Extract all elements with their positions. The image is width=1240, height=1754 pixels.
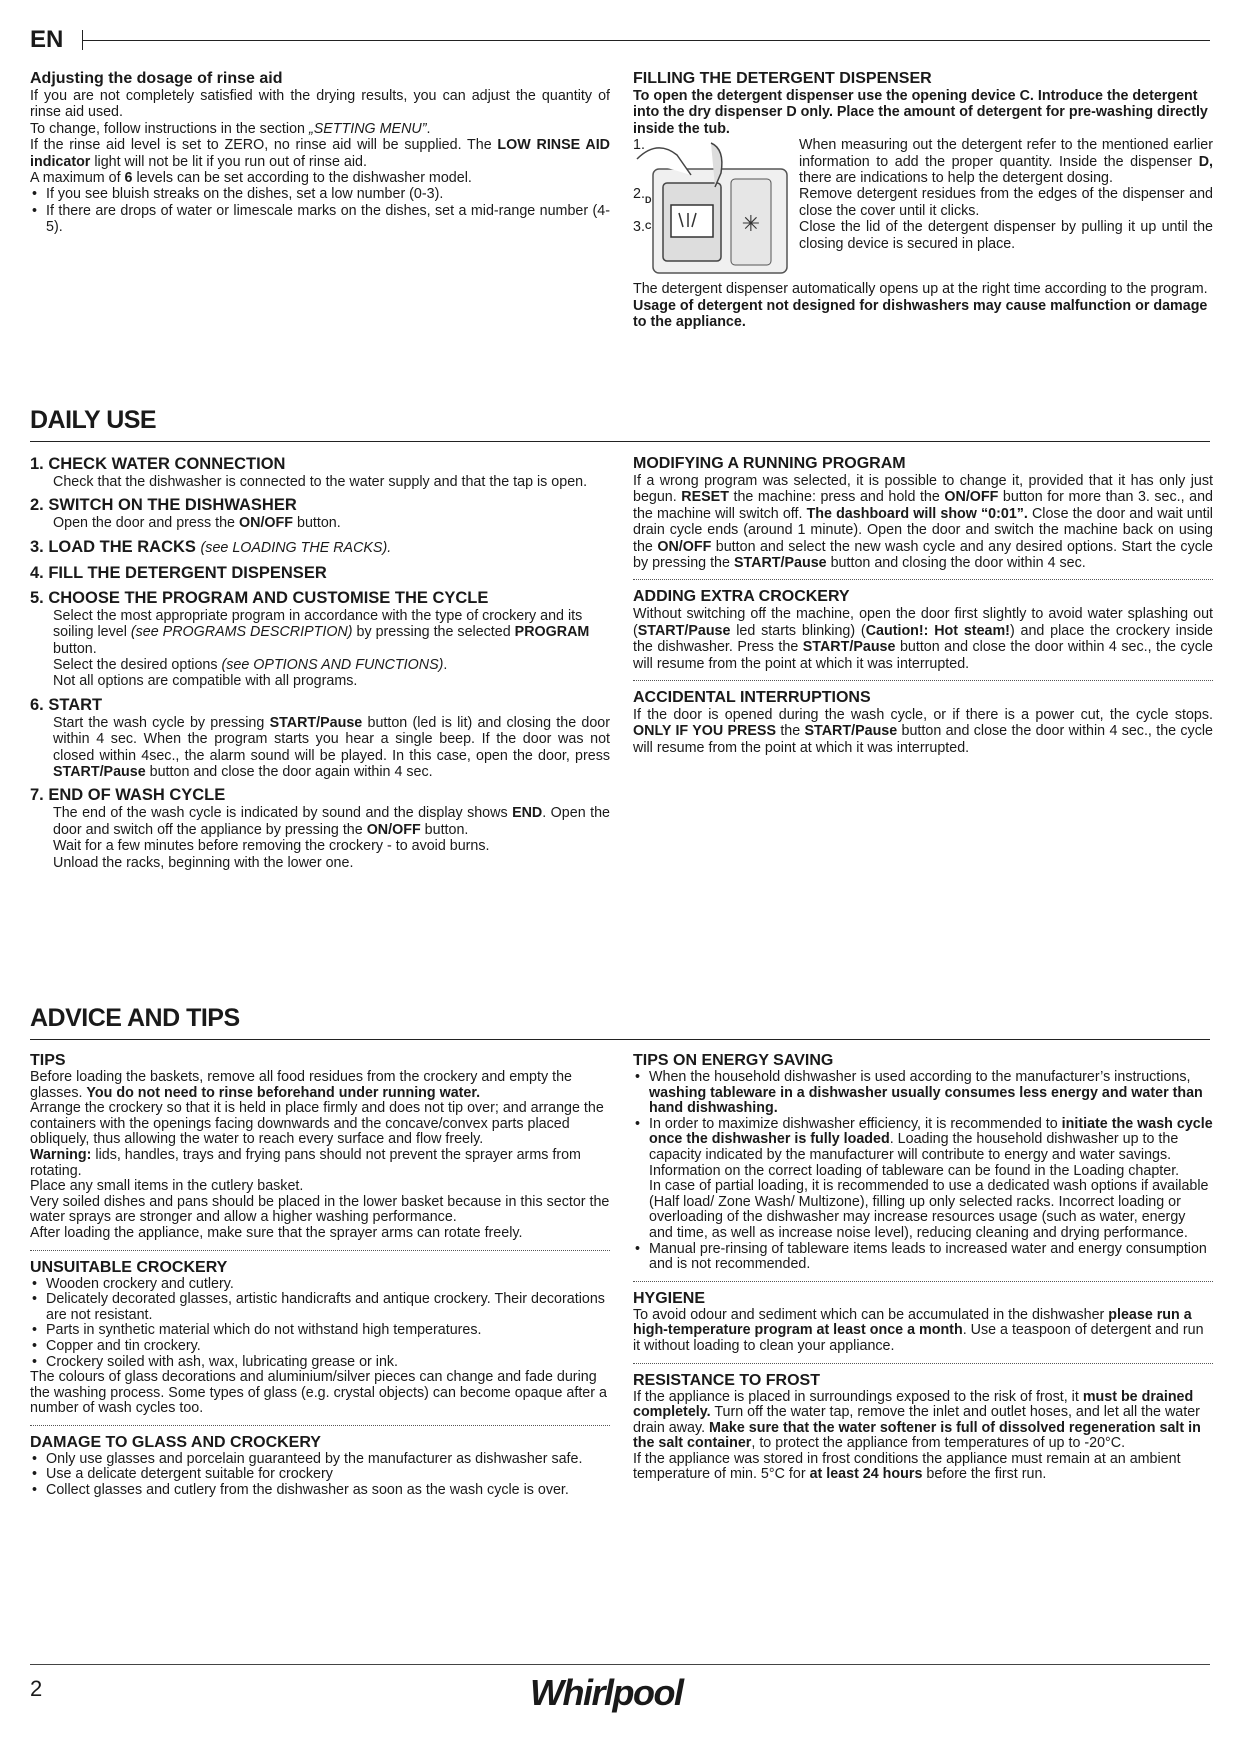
tips-p1: Before loading the baskets, remove all food residues from the crockery and empty the glasses. You do not need to rinse beforehand under running water. (30, 1069, 572, 1101)
list-item: • When the household dishwasher is used according to the manufacturer’s instructions, washing tableware in a dishwasher usually consumes less energy and water than hand dishwashing. (633, 1070, 1213, 1117)
daily-use-header (30, 406, 1210, 442)
list-item: • Manual pre-rinsing of tableware items leads to increased water and energy consumption and is not recommended. (633, 1242, 1213, 1273)
damage-title: DAMAGE TO GLASS AND CROCKERY (30, 1433, 321, 1451)
dotted-divider (30, 1250, 610, 1251)
filling-section (633, 70, 1213, 330)
step-text: The end of the wash cycle is indicated by sound and the display shows END. Open the door and switch off the appliance by pressing the ON/OFF button. (53, 805, 610, 838)
tips-p4: Place any small items in the cutlery basket. (30, 1178, 304, 1195)
advice-header (30, 1004, 1210, 1040)
step-heading: 7. END OF WASH CYCLE (30, 786, 226, 805)
step-heading: 6. START (30, 695, 103, 714)
dotted-divider (633, 1281, 1213, 1282)
add-crockery-title: ADDING EXTRA CROCKERY (633, 588, 850, 606)
dotted-divider (633, 1363, 1213, 1364)
filling-steps (633, 137, 1213, 252)
rinse-aid-list (30, 186, 610, 235)
hygiene-title: HYGIENE (633, 1289, 706, 1307)
step-text: Unload the racks, beginning with the lower one. (53, 854, 354, 871)
tips-p2: Arrange the crockery so that it is held in place firmly and does not tip over; and arrange the containers with the openings facing downwards and the concave/convex parts placed obliquely, thus allowing the water to reach every surface and flow freely. (30, 1100, 604, 1148)
filling-instructions: To open the detergent dispenser use the opening device C. Introduce the detergent into the dry dispenser D only. Place the amount of detergent for pre-washing directly inside the tub. (633, 88, 1208, 137)
header-rule (82, 40, 1210, 41)
page-number: 2 (30, 1676, 43, 1701)
rinse-aid-title: Adjusting the dosage of rinse aid (30, 70, 283, 87)
brand-logo: Whirlpool (530, 1672, 683, 1713)
energy-title: TIPS ON ENERGY SAVING (633, 1052, 834, 1069)
step-heading: 3. LOAD THE RACKS (see LOADING THE RACKS). (30, 537, 392, 556)
hygiene-text: To avoid odour and sediment which can be accumulated in the dishwasher please run a high-temperature program at least once a month. Use a teaspoon of detergent and run it without loading to clean your appliance. (633, 1306, 1204, 1354)
unsuitable-list (30, 1277, 610, 1371)
frost-p1: If the appliance is placed in surroundings exposed to the risk of frost, it must be drained completely. Turn off the water tap, remove the inlet and outlet hoses, and let all the water drain away. Make sure that the water softener is full of dissolved regeneration salt in the salt container, to protect the appliance from temperatures of up to -20°C. (633, 1388, 1201, 1452)
step-heading: 1. CHECK WATER CONNECTION (30, 455, 286, 473)
advice-left (30, 1052, 610, 1499)
footer-rule (30, 1664, 1210, 1665)
step-text: Wait for a few minutes before removing the crockery - to avoid burns. (53, 838, 490, 855)
list-item: • If you see bluish streaks on the dishes, set a low number (0-3). (30, 186, 610, 202)
tips-p5: Very soiled dishes and pans should be placed in the lower basket because in this sector the water sprays are stronger and allow a higher washing performance. (30, 1193, 610, 1226)
section-rule (30, 1039, 1210, 1040)
step-heading: 5. CHOOSE THE PROGRAM AND CUSTOMISE THE CYCLE (30, 588, 489, 607)
modify-title: MODIFYING A RUNNING PROGRAM (633, 455, 906, 472)
list-item: • Copper and tin crockery. (30, 1339, 610, 1355)
unsuitable-note: The colours of glass decorations and aluminium/silver pieces can change and fade during the washing process. Some types of glass (e.g. crystal objects) can become opaque after a number of wash cycles too. (30, 1369, 607, 1417)
svg-text:✳: ✳ (741, 212, 761, 238)
tips-p3: Warning: lids, handles, trays and frying pans should not prevent the sprayer arms from rotating. (30, 1146, 581, 1179)
daily-use-notes (633, 455, 1213, 756)
section-title: DAILY USE (30, 406, 157, 434)
rinse-aid-p3: If the rinse aid level is set to ZERO, no rinse aid will be supplied. The LOW RINSE AID indicator light will not be lit if you run out of rinse aid. (30, 137, 611, 170)
rinse-aid-p1: If you are not completely satisfied with the drying results, you can adjust the quantity of rinse aid used. (30, 88, 610, 121)
energy-list (633, 1070, 1213, 1273)
filling-p1: The detergent dispenser automatically opens up at the right time according to the program. (633, 281, 1208, 298)
modify-text: If a wrong program was selected, it is possible to change it, provided that it has only just begun. RESET the machine: press and hold the ON/OFF button for more than 3. sec., and the machine will switch off. The dashboard will show “0:01”. Close the door and wait until drain cycle ends (around 1 minute). Open the door and switch the machine back on using the ON/OFF button and select the new wash cycle and any desired options. Start the cycle by pressing the START/Pause button and closing the door within 4 sec. (633, 473, 1214, 572)
list-item: • If there are drops of water or limescale marks on the dishes, set a mid-range number (4-5). (30, 203, 610, 236)
dotted-divider (30, 1425, 610, 1426)
frost-title: RESISTANCE TO FROST (633, 1371, 820, 1389)
step-text: Not all options are compatible with all programs. (53, 673, 358, 690)
list-item: • In order to maximize dishwasher efficiency, it is recommended to initiate the wash cycle once the dishwasher is fully loaded. Loading the household dishwasher up to the capacity indicated by the manufacturer will contribute to energy and water savings. Information on the correct loading of tableware can be found in the Loading chapter. In case of partial loading, it is recommended to use a dedicated wash options if available (Half load/ Zone Wash/ Multizone), filling up only selected racks. Incorrect loading or overloading of the dishwasher may increase resources usage (such as water, energy and time, as well as increase noise level), reducing cleaning and drying performance. (633, 1117, 1213, 1242)
list-item: 3. Close the lid of the detergent dispenser by pulling it up until the closing device is secured in place. (633, 219, 1213, 252)
language-code: EN (30, 26, 64, 53)
tips-title: TIPS (30, 1052, 66, 1069)
interruptions-title: ACCIDENTAL INTERRUPTIONS (633, 689, 871, 707)
rinse-aid-p4: A maximum of 6 levels can be set according to the dishwasher model. (30, 170, 472, 187)
list-item: • Collect glasses and cutlery from the dishwasher as soon as the wash cycle is over. (30, 1483, 610, 1499)
tips-p6: After loading the appliance, make sure that the sprayer arms can rotate freely. (30, 1224, 523, 1241)
filling-warning: Usage of detergent not designed for dishwashers may cause malfunction or damage to the appliance. (633, 297, 1208, 331)
list-item: • Use a delicate detergent suitable for crockery (30, 1467, 610, 1483)
filling-title: FILLING THE DETERGENT DISPENSER (633, 70, 932, 87)
section-rule (30, 441, 1210, 442)
page-header (30, 26, 1210, 56)
list-item: • Only use glasses and porcelain guaranteed by the manufacturer as dishwasher safe. (30, 1452, 610, 1468)
daily-use-steps (30, 455, 610, 871)
list-item: • Parts in synthetic material which do not withstand high temperatures. (30, 1323, 610, 1339)
list-item: • Wooden crockery and cutlery. (30, 1277, 610, 1293)
list-item: 1. When measuring out the detergent refer to the mentioned earlier information to add the proper quantity. Inside the dispenser D, there are indications to help the detergent dosing. (633, 137, 1213, 187)
step-text: Select the desired options (see OPTIONS AND FUNCTIONS). (53, 657, 448, 674)
dotted-divider (633, 680, 1213, 681)
advice-right (633, 1052, 1213, 1483)
unsuitable-title: UNSUITABLE CROCKERY (30, 1258, 228, 1276)
list-item: 2. Remove detergent residues from the edges of the dispenser and close the cover until it clicks. (633, 186, 1213, 219)
step-text: Open the door and press the ON/OFF button. (53, 515, 341, 532)
damage-list (30, 1452, 610, 1499)
dotted-divider (633, 579, 1213, 580)
rinse-aid-p2: To change, follow instructions in the section „SETTING MENU”. (30, 120, 431, 137)
label-d: D (645, 195, 652, 206)
step-text: Start the wash cycle by pressing START/Pause button (led is lit) and closing the door within 4 sec. When the program starts you hear a single beep. If the door was not closed within 4sec., the alarm sound will be played. In this case, open the door, press START/Pause button and close the door again within 4 sec. (53, 714, 610, 781)
step-heading: 2. SWITCH ON THE DISHWASHER (30, 496, 297, 515)
rinse-aid-section (30, 70, 610, 236)
frost-p2: If the appliance was stored in frost conditions the appliance must remain at an ambient temperature of min. 5°C for at least 24 hours before the first run. (633, 1450, 1181, 1483)
section-title: ADVICE AND TIPS (30, 1004, 240, 1032)
interruptions-text: If the door is opened during the wash cycle, or if there is a power cut, the cycle stops. ONLY IF YOU PRESS the START/Pause button and close the door within 4 sec., the cycle will resume from the point at which it was interrupted. (633, 707, 1213, 756)
step-heading: 4. FILL THE DETERGENT DISPENSER (30, 563, 327, 582)
list-item: • Crockery soiled with ash, wax, lubricating grease or ink. (30, 1355, 610, 1371)
label-c: C (645, 221, 652, 232)
add-crockery-text: Without switching off the machine, open the door first slightly to avoid water splashing out (START/Pause led starts blinking) (Caution!: Hot steam!) and place the crockery inside the dishwasher. Press the START/Pause button and close the door within 4 sec., the cycle will resume from the point at which it was interrupted. (633, 606, 1213, 672)
step-text: Select the most appropriate program in accordance with the type of crockery and its soiling level (see PROGRAMS DESCRIPTION) by pressing the selected PROGRAM button. (53, 607, 590, 657)
list-item: • Delicately decorated glasses, artistic handicrafts and antique crockery. Their decorations are not resistant. (30, 1292, 610, 1323)
step-text: Check that the dishwasher is connected to the water supply and that the tap is open. (53, 474, 588, 490)
